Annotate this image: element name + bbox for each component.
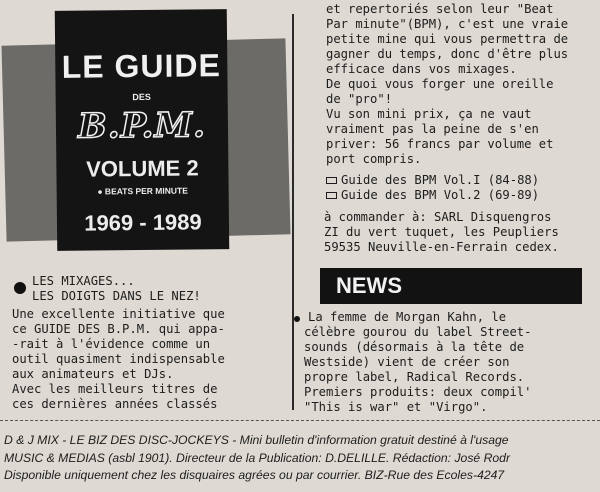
left-body-line: outil quasiment indispensable: [12, 352, 225, 366]
guide-item-label: Guide des BPM Vol.I (84-88): [341, 173, 540, 187]
left-body-line: ce GUIDE DES B.P.M. qui appa-: [12, 322, 225, 336]
news-body-line: sounds (désormais à la tête de: [304, 340, 525, 354]
footer-line-2: MUSIC & MEDIAS (asbl 1901). Directeur de la Publication: D.DELILLE. Rédaction: José Rodr: [4, 450, 511, 465]
news-body-line: Westside) vient de créer son: [304, 355, 510, 369]
news-heading: NEWS: [320, 268, 582, 304]
guide-item: [326, 188, 539, 203]
footer-divider: [0, 420, 600, 422]
bullet-icon: [294, 316, 300, 322]
order-line: 59535 Neuville-en-Ferrain cedex.: [324, 240, 559, 254]
right-body-line: et repertoriés selon leur "Beat: [326, 2, 554, 16]
book-cover: [55, 9, 230, 251]
footer-line-3: Disponible uniquement chez les disquaires agrées ou par courrier. BIZ-Rue des Ecoles-4247: [4, 468, 505, 482]
guide-item: [326, 173, 539, 188]
cover-bpm: B.P.M.: [77, 105, 207, 147]
left-body-line: ces dernières années classés: [12, 397, 218, 411]
bullet-icon: [14, 282, 26, 294]
right-body-line: De quoi vous forger une oreille: [326, 77, 554, 91]
left-body-line: Avec les meilleurs titres de: [12, 382, 218, 396]
news-body-line: La femme de Morgan Kahn, le: [308, 310, 507, 324]
news-body-line: célèbre gourou du label Street-: [304, 325, 532, 339]
news-body-line: Premiers produits: deux compil': [304, 385, 532, 399]
cover-years: 1969 - 1989: [84, 209, 202, 236]
right-body-line: efficace dans vos mixages.: [326, 62, 517, 76]
right-body-line: Vu son mini prix, ça ne vaut: [326, 107, 532, 121]
left-body-line: -rait à l'évidence comme un: [12, 337, 211, 351]
right-body-line: Par minute"(BPM), c'est une vraie: [326, 17, 569, 31]
footer: [4, 432, 600, 485]
cover-title: LE GUIDE: [61, 47, 222, 85]
right-body-line: priver: 56 francs par volume et: [326, 137, 554, 151]
headline-line-2: LES DOIGTS DANS LE NEZ!: [32, 289, 201, 303]
left-body-line: Une excellente initiative que: [12, 307, 225, 321]
right-body-line: vraiment pas la peine de s'en: [326, 122, 539, 136]
column-divider: [292, 14, 294, 410]
right-body-line: de "pro"!: [326, 92, 393, 106]
checkbox-icon: [326, 192, 337, 199]
cover-beats-per-minute: ● BEATS PER MINUTE: [97, 185, 188, 197]
news-body-line: propre label, Radical Records.: [304, 370, 525, 384]
order-line: ZI du vert tuquet, les Peupliers: [324, 225, 559, 239]
headline-line-1: LES MIXAGES...: [32, 274, 135, 288]
checkbox-icon: [326, 177, 337, 184]
left-body-line: aux animateurs et DJs.: [12, 367, 174, 381]
footer-line-1: D & J MIX - LE BIZ DES DISC-JOCKEYS - Mini bulletin d'information gratuit destiné à l'usage: [4, 433, 509, 447]
right-body-line: petite mine qui vous permettra de: [326, 32, 569, 46]
order-line: à commander à: SARL Disquengros: [324, 210, 552, 224]
cover-des: DES: [132, 91, 151, 103]
right-body-line: port compris.: [326, 152, 422, 166]
right-body-line: gagner du temps, donc d'être plus: [326, 47, 569, 61]
cover-volume: VOLUME 2: [86, 155, 199, 182]
news-body-line: "This is war" et "Virgo".: [304, 400, 488, 414]
guide-item-label: Guide des BPM Vol.2 (69-89): [341, 188, 540, 202]
